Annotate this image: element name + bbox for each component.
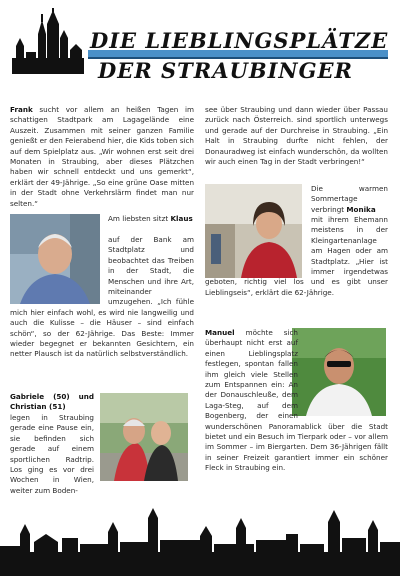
gabriele-christian-name: Gabriele (50) und Christian (51): [10, 392, 94, 412]
manuel-paragraph: [205, 328, 388, 498]
page-title-line-2: DER STRAUBINGER: [98, 58, 353, 83]
manuel-name: Manuel: [205, 328, 235, 337]
monika-name: Monika: [346, 204, 376, 214]
page-header: [0, 0, 400, 90]
page-title-line-1: DIE LIEBLINGSPLÄTZE: [90, 28, 389, 53]
klaus-text: auf der Bank am Stadtplatz und beobachtet das Treiben in der Stadt, die Menschen und ihre Art, miteinander umzugehen. „Ich fühle mich hier einfach wohl, es wird nie langweilig und auch die Kulisse – die Häuser – sind einfach schön“, so der 62-Jährige. Das Beste: Immer wieder begegnet er bekannten Gesichtern, ein netter Plausch ist da natürlich selbstverständlich.: [10, 235, 194, 359]
gabriele-text: legen in Straubing gerade eine Pause ein, sie befinden sich gerade auf einem sportlichen Radtrip. Los ging es vor drei Wochen in Wien, weiter zum Boden-: [10, 413, 94, 495]
frank-paragraph: [10, 105, 194, 209]
monika-paragraph: [205, 215, 388, 310]
klaus-paragraph: [10, 235, 194, 380]
gabriele-names: [10, 392, 94, 413]
klaus-paragraph-top: [108, 214, 194, 224]
footer-skyline-icon: [0, 508, 400, 576]
city-skyline-icon: [12, 8, 84, 74]
cyclists-photo: [100, 393, 188, 481]
monika-text-intro: Die warmen Sommertage verbringt: [311, 184, 388, 214]
klaus-name: Klaus: [170, 214, 193, 223]
monika-paragraph-top: [311, 184, 388, 215]
frank-name: Frank: [10, 105, 33, 114]
col2-top-text: see über Straubing und dann wieder über Passau zurück nach Österreich. sind sportlich unterwegs und gerade auf der Durchreise in Straubing. „Ein Halt in Straubing durfte nicht fehlen, der Donauradweg ist einfach wunderschön, da wollten wir auch einen Tag in der Stadt verbringen!“: [205, 105, 388, 167]
gabriele-continuation: [205, 105, 388, 167]
klaus-text-intro: Am liebsten sitzt: [108, 214, 169, 223]
monika-text: mit ihrem Ehemann meistens in der Kleingartenanlage am Hagen oder am Stadtplatz. „Hier ist immer irgendetwas geboten, richtig viel los und es gibt unser Lieblingseis“, erklärt die 62-Jährige.: [205, 215, 388, 297]
frank-text: sucht vor allem an heißen Tagen im schattigen Stadtpark am Lagagelände eine Auszeit. Zusammen mit seiner ganzen Familie genießt er den Feierabend hier, die Kids toben sich auf dem Spielplatz aus. „Wir wohnen erst seit drei Monaten in Straubing, aber dieses Plätzchen haben wir schnell entdeckt und uns gemerkt“, erklärt der 49-Jährige. „So eine grüne Oase mitten in der Stadt ohne Verkehrslärm findet man nur selten.“: [10, 105, 194, 208]
gabriele-paragraph: [10, 413, 94, 496]
manuel-text: möchte sich überhaupt nicht erst auf einen Lieblingsplatz festlegen, spontan fallen ihm gleich viele Stellen zum Entspannen ein: An der Donauschleuße, dem Laga-Steg, auf dem Bogenberg, der einen wunderschönen Panoramablick über die Stadt bietet und ein Besuch im Tierpark oder – vor allem im Sommer – im Biergarten. Dem 36-Jährigen fällt in seiner Freizeit garantiert immer ein schöner Fleck in Straubing ein.: [205, 328, 388, 473]
